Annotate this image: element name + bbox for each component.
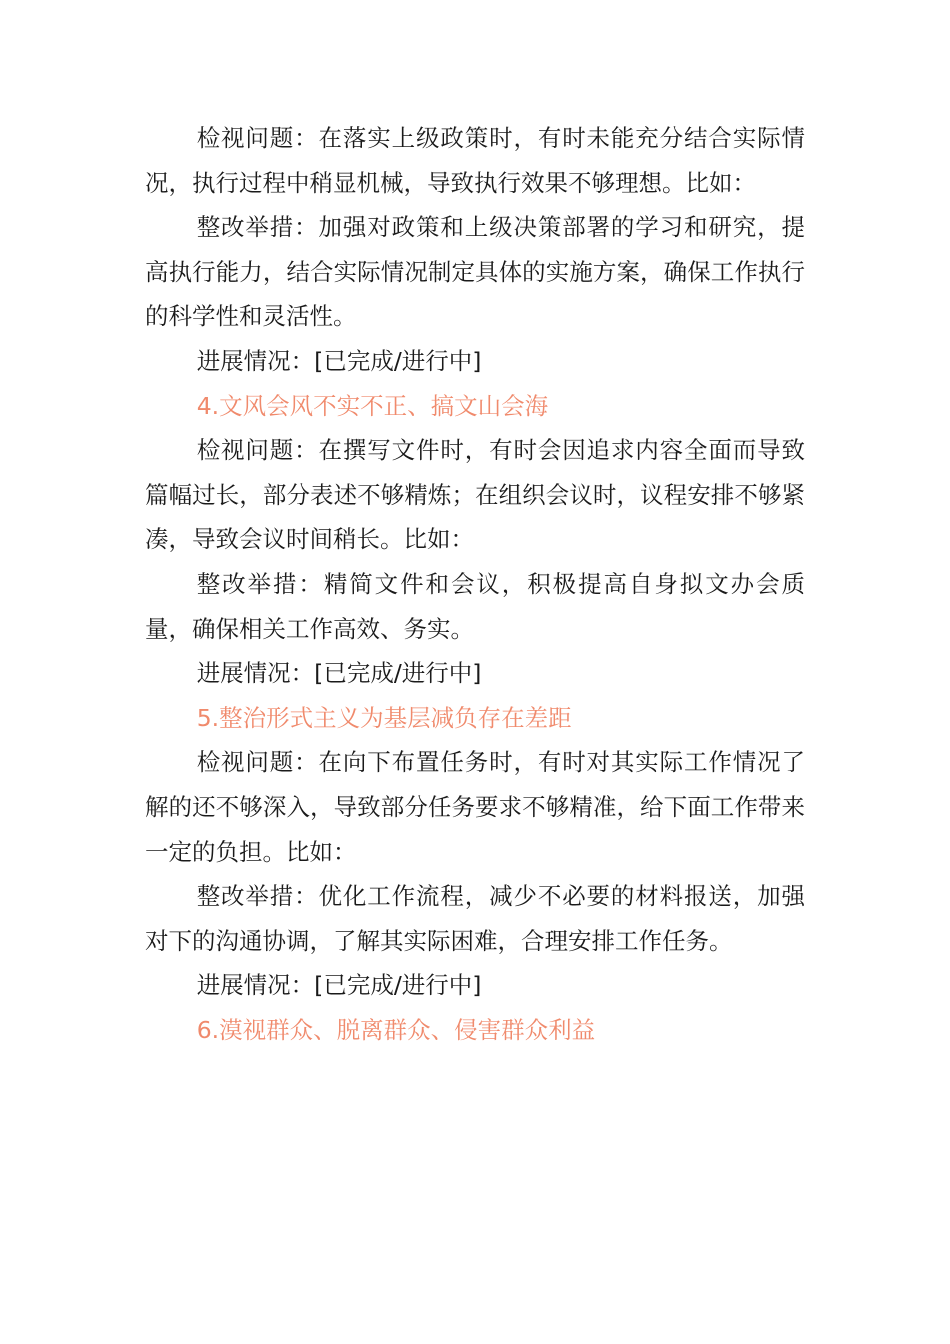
measure-paragraph: 整改举措：优化工作流程，减少不必要的材料报送，加强对下的沟通协调，了解其实际困难，合理安排工作任务。 — [145, 882, 805, 955]
document-body — [145, 116, 805, 1052]
measure-paragraph: 整改举措：精简文件和会议，积极提高自身拟文办会质量，确保相关工作高效、务实。 — [145, 569, 805, 643]
progress-paragraph: 进展情况：[已完成/进行中] — [196, 659, 482, 688]
progress-paragraph: 进展情况：[已完成/进行中] — [196, 971, 482, 1000]
issue-paragraph: 检视问题：在落实上级政策时，有时未能充分结合实际情况，执行过程中稍显机械，导致执行效果不够理想。比如： — [145, 124, 805, 197]
section-heading-6: 6.漠视群众、脱离群众、侵害群众利益 — [196, 1015, 596, 1044]
measure-paragraph: 整改举措：加强对政策和上级决策部署的学习和研究，提高执行能力，结合实际情况制定具体的实施方案，确保工作执行的科学性和灵活性。 — [145, 213, 805, 331]
issue-paragraph: 检视问题：在向下布置任务时，有时对其实际工作情况了解的还不够深入，导致部分任务要求不够精准，给下面工作带来一定的负担。比如： — [145, 748, 805, 866]
section-heading-5: 5.整治形式主义为基层减负存在差距 — [196, 703, 572, 732]
section-heading-4: 4.文风会风不实不正、搞文山会海 — [196, 391, 549, 420]
issue-paragraph: 检视问题：在撰写文件时，有时会因追求内容全面而导致篇幅过长，部分表述不够精炼；在组织会议时，议程安排不够紧凑，导致会议时间稍长。比如： — [145, 436, 805, 554]
progress-paragraph: 进展情况：[已完成/进行中] — [196, 346, 482, 375]
